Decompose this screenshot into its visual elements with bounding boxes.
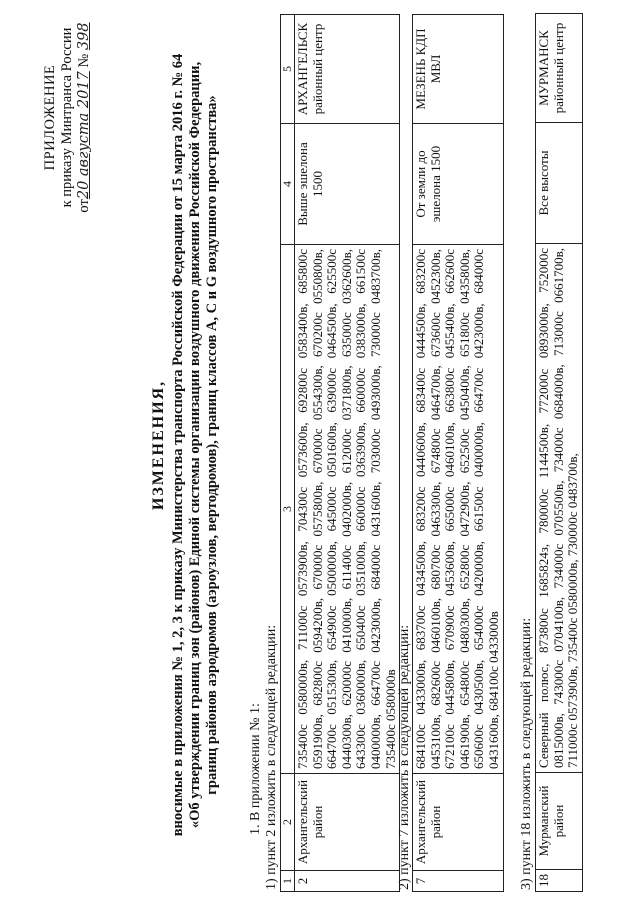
- col-number-2: 2: [281, 774, 295, 871]
- point-18-label: 3) пункт 18 изложить в следующей редакции:: [519, 617, 534, 890]
- control-center: МУРМАНСК районный центр: [536, 14, 583, 123]
- heading-title: ИЗМЕНЕНИЯ,: [150, 379, 167, 511]
- column-number-row: [281, 15, 295, 892]
- number-sign: №: [76, 53, 92, 68]
- coordinates: 684100с 0433000в, 683700с 0434500в, 683200с 0440600в, 683400с 0444500в, 683200с 0453100в, 682600с 0460100в, 680700с 0463300в, 674800с 0464700в, 673600с 0452300в, 672100с 0445800в, 670900с 0453600в, 665000с 0460100в, 663800с 0455400в, 662600с 0461900в, 654800с 0480300в, 652800с 0472900в, 652500с 0450400в, 651800с 0435800в, 650600с 0430500в, 654000с 0420000в, 661500с 0400000в, 664700с 0423000в, 684000с 0431600в, 684100с 0433000в: [413, 245, 504, 774]
- control-center: МЕЗЕНЬ КДП МВЛ: [413, 15, 504, 124]
- point-2-label: 1) пункт 2 изложить в следующей редакции:: [264, 624, 279, 890]
- heading-line-3: «Об утверждении границ зон (районов) Единой системы организации воздушного движения Российской Федерации,: [187, 61, 203, 829]
- col-number-3: 3: [281, 245, 295, 774]
- height-limits: От земли до эшелона 1500: [413, 124, 504, 245]
- heading-line-4: границ районов аэродромов (аэроузлов, вертодромов), границ классов A, C и G воздушного пространства»: [204, 95, 220, 795]
- table-row: [413, 15, 504, 892]
- appendix-subtitle: к приказу Минтранса России: [59, 27, 75, 208]
- heading-line-2: вносимые в приложения № 1, 2, 3 к приказу Министерства транспорта Российской Федерации от 15 марта 2016 г. № 64: [170, 53, 186, 837]
- document-heading: [150, 45, 221, 845]
- appendix-dateline: [76, 5, 93, 230]
- region-name: Мурманский район: [536, 773, 583, 870]
- section-intro: 1. В приложении № 1:: [248, 703, 263, 835]
- row-number: 2: [295, 871, 400, 892]
- row-number: 7: [413, 871, 504, 892]
- region-name: Архангельский район: [295, 774, 400, 871]
- table-row: [295, 15, 400, 892]
- table-point-18: [535, 13, 583, 892]
- control-center: АРХАНГЕЛЬСК районный центр: [295, 15, 400, 124]
- region-name: Архангельский район: [413, 774, 504, 871]
- handwritten-date: 20 августа 2017: [76, 71, 92, 200]
- appendix-title: ПРИЛОЖЕНИЕ: [42, 64, 58, 171]
- row-number: 18: [536, 870, 583, 892]
- handwritten-number: 398: [76, 22, 92, 51]
- col-number-5: 5: [281, 15, 295, 124]
- col-number-4: 4: [281, 124, 295, 245]
- height-limits: Выше эшелона 1500: [295, 124, 400, 245]
- table-point-2: [280, 14, 400, 892]
- appendix-header: [42, 5, 93, 230]
- date-prefix: от: [76, 199, 92, 213]
- coordinates: 735400с 0580000в, 711000с 0573900в, 704300с 0573600в, 692800с 0583400в, 685800с 0591900в, 682800с 0594200в, 670000с 0575800в, 670000с 0554300в, 670200с 0550800в, 664700с 0515300в, 654900с 0500000в, 645000с 0501600в, 639000с 0464500в, 625500с 0440300в, 620000с 0410000в, 611400с 0402000в, 612000с 0371800в, 635000с 0362600в, 643300с 0360000в, 650400с 0351000в, 660000с 0363900в, 660000с 0383000в, 661500с 0400000в, 664700с 0423000в, 684000с 0431600в, 703000с 0493000в, 730000с 0483700в, 735400с 0580000в: [295, 245, 400, 774]
- table-row: [536, 14, 583, 892]
- point-7-label: 2) пункт 7 изложить в следующей редакции:: [397, 624, 412, 890]
- height-limits: Все высоты: [536, 123, 583, 244]
- coordinates: Северный полюс, 873800с 1685824з, 780000с 1144500в, 772000с 0893000в, 752000с 0815000в, 743000с 0704100в, 734000с 0705500в, 734000с 0684000в, 713000с 0661700в, 711000с 0573900в, 735400с 0580000в, 730000с 0483700в,: [536, 244, 583, 773]
- col-number-1: 1: [281, 871, 295, 892]
- table-point-7: [412, 14, 504, 892]
